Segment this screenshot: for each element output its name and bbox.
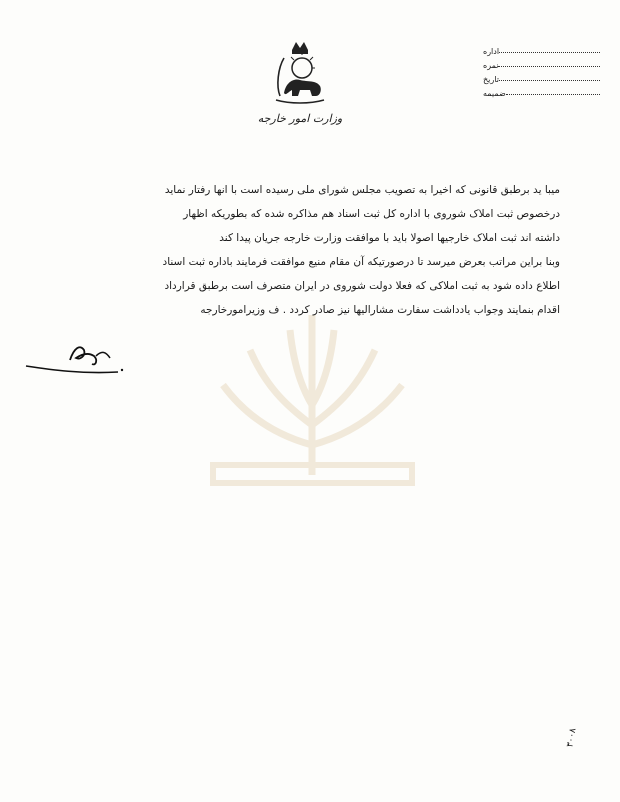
field-department [480,42,600,56]
field-line [499,52,600,53]
field-number [480,56,600,70]
field-label: ضمیمه [483,89,506,98]
handwritten-signature [22,330,132,380]
body-line: وبنا براین مراتب بعرض میرسد تا درصورتیکه آن مقام منیع موافقت فرمایند باداره ثبت اسناد [162,256,560,268]
body-line: درخصوص ثبت املاک شوروی با اداره کل ثبت اسناد هم مذاکره شده که بطوریکه اظهار [183,208,560,220]
letter-body [42,178,560,322]
body-line: میبا ید برطبق قانونی که اخیرا به تصویب مجلس شورای ملی رسیده است با انها رفتار نماید [164,184,560,196]
field-line [506,94,600,95]
ministry-name: وزارت امور خارجه [257,112,343,125]
field-label: نمره [483,61,499,70]
body-line: داشته اند ثبت املاک خارجیها اصولا باید با موافقت وزارت خارجه جریان پیدا کند [219,232,560,244]
field-label: تاریخ [483,75,499,84]
header-fields [480,42,600,98]
lion-and-sun-emblem-icon [270,38,330,108]
field-attachment [480,84,600,98]
watermark-tree-icon [205,305,420,490]
body-line: اطلاع داده شود به ثبت املاکی که فعلا دولت شوروی در ایران متصرف است برطبق قرارداد [164,280,560,292]
corner-handwritten-note: ۳۰۰۸ [565,727,579,749]
field-date [480,70,600,84]
field-label: اداره [483,47,500,56]
field-line [499,80,600,81]
body-line: اقدام بنمایند وجواب یادداشت سفارت مشارالیها نیز صادر کردد . ف وزیرامورخارجه [200,304,560,316]
field-line [498,66,600,67]
